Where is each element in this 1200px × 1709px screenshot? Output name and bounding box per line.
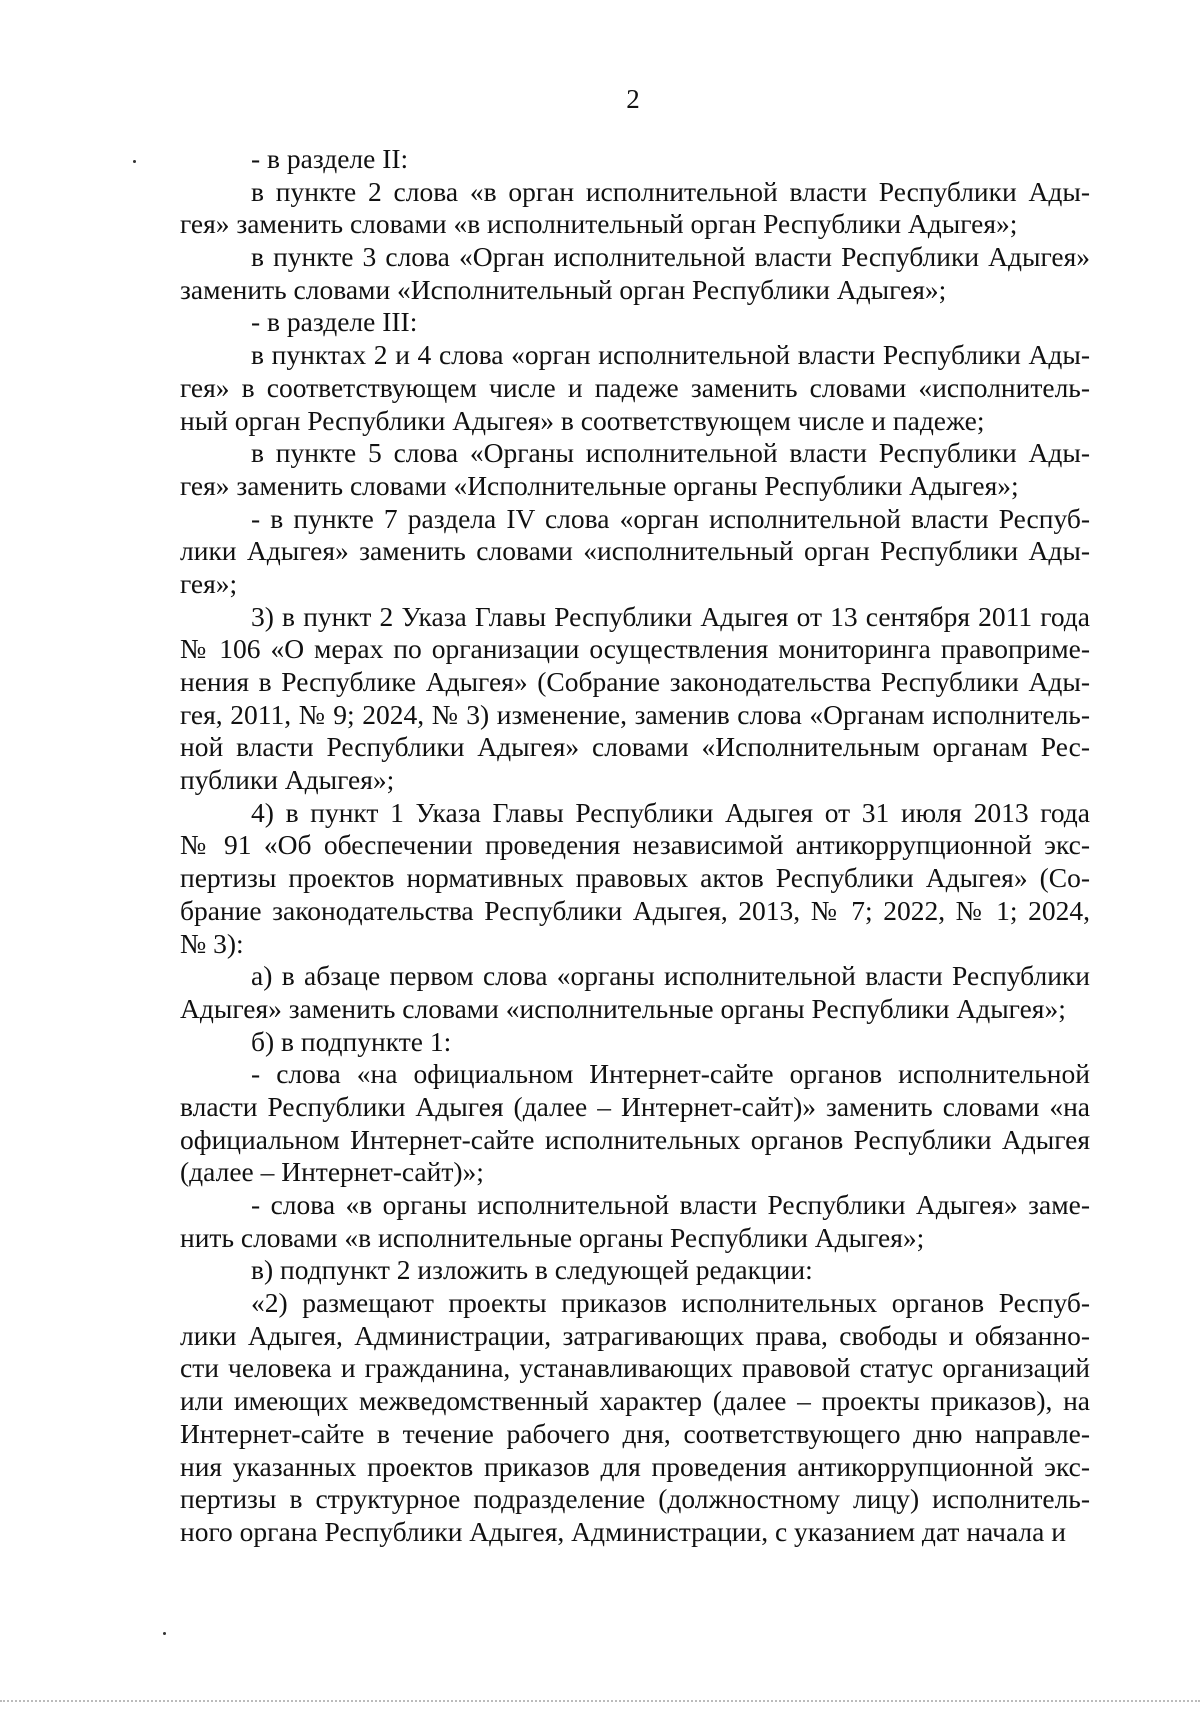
text-line: брание законодательства Республики Адыгея, 2013, № 7; 2022, № 1; 2024, <box>180 894 1090 926</box>
paragraph <box>180 437 1090 502</box>
text-line: лики Адыгея» заменить словами «исполнительный орган Республики Ады- <box>180 535 1090 567</box>
paragraph <box>180 241 1090 306</box>
text-line: ного органа Республики Адыгея, Администрации, с указанием дат начала и <box>180 1515 1066 1547</box>
text-line: № 3): <box>180 927 244 959</box>
text-line: заменить словами «Исполнительный орган Республики Адыгея»; <box>180 273 947 305</box>
text-line: Адыгея» заменить словами «исполнительные органы Республики Адыгея»; <box>180 992 1066 1024</box>
paragraph <box>180 1026 1090 1059</box>
text-line: - в разделе III: <box>251 306 418 338</box>
text-line: в пункте 5 слова «Органы исполнительной власти Республики Ады- <box>251 437 1090 469</box>
text-line: б) в подпункте 1: <box>251 1025 452 1057</box>
text-line: лики Адыгея, Администрации, затрагивающих права, свободы и обязанно- <box>180 1319 1090 1351</box>
text-line: нить словами «в исполнительные органы Республики Адыгея»; <box>180 1221 925 1253</box>
text-line: 4) в пункт 1 Указа Главы Республики Адыгея от 31 июля 2013 года <box>251 796 1090 828</box>
text-line: в пункте 2 слова «в орган исполнительной власти Республики Ады- <box>251 175 1090 207</box>
text-line: № 91 «Об обеспечении проведения независимой антикоррупционной экс- <box>180 829 1090 861</box>
text-line: публики Адыгея»; <box>180 764 395 796</box>
paragraph <box>180 339 1090 437</box>
text-line: гея» в соответствующем числе и падеже заменить словами «исполнитель- <box>180 371 1090 403</box>
paragraph <box>180 176 1090 241</box>
paragraph <box>180 601 1090 797</box>
text-line: - слова «в органы исполнительной власти Республики Адыгея» заме- <box>251 1189 1090 1220</box>
paragraph <box>180 1189 1090 1254</box>
text-line: гея» заменить словами «Исполнительные органы Республики Адыгея»; <box>180 469 1019 501</box>
text-line: в пункте 3 слова «Орган исполнительной власти Республики Адыгея» <box>251 241 1090 273</box>
scan-speck <box>133 160 136 163</box>
scan-speck <box>163 1632 166 1635</box>
text-line: - в разделе II: <box>251 143 409 174</box>
paragraph <box>180 306 1090 339</box>
text-line: в) подпункт 2 изложить в следующей редакции: <box>251 1254 813 1286</box>
text-line: в пунктах 2 и 4 слова «орган исполнительной власти Республики Ады- <box>251 339 1090 371</box>
text-line: а) в абзаце первом слова «органы исполнительной власти Республики <box>251 960 1090 992</box>
text-line: пертизы в структурное подразделение (должностному лицу) исполнитель- <box>180 1483 1090 1515</box>
text-line: - слова «на официальном Интернет-сайте органов исполнительной <box>251 1058 1090 1090</box>
text-line: официальном Интернет-сайте исполнительных органов Республики Адыгея <box>180 1123 1090 1155</box>
text-line: гея»; <box>180 567 238 599</box>
text-line: 3) в пункт 2 Указа Главы Республики Адыгея от 13 сентября 2011 года <box>251 600 1090 632</box>
paragraph <box>180 1058 1090 1189</box>
paragraph <box>180 1287 1090 1549</box>
text-line: гея» заменить словами «в исполнительный орган Республики Адыгея»; <box>180 208 1018 240</box>
text-line: ный орган Республики Адыгея» в соответствующем числе и падеже; <box>180 404 985 436</box>
paragraph <box>180 960 1090 1025</box>
text-line: «2) размещают проекты приказов исполнительных органов Респуб- <box>251 1287 1090 1319</box>
text-line: сти человека и гражданина, устанавливающих правовой статус организаций <box>180 1352 1090 1384</box>
text-line: - в пункте 7 раздела IV слова «орган исполнительной власти Респуб- <box>251 502 1090 534</box>
text-line: власти Республики Адыгея (далее – Интернет-сайт)» заменить словами «на <box>180 1090 1090 1122</box>
paragraph <box>180 1254 1090 1287</box>
page-number: 2 <box>626 84 640 114</box>
paragraph <box>180 143 1090 176</box>
paragraph <box>180 797 1090 960</box>
text-line: ной власти Республики Адыгея» словами «Исполнительным органам Рес- <box>180 731 1090 763</box>
text-line: пертизы проектов нормативных правовых актов Республики Адыгея» (Со- <box>180 862 1090 894</box>
scan-edge-line <box>0 1700 1200 1702</box>
text-line: нения в Республике Адыгея» (Собрание законодательства Республики Ады- <box>180 666 1090 697</box>
text-line: гея, 2011, № 9; 2024, № 3) изменение, заменив слова «Органам исполнитель- <box>180 698 1090 730</box>
document-body <box>180 143 1090 1549</box>
text-line: Интернет-сайте в течение рабочего дня, соответствующего дню направле- <box>180 1417 1090 1449</box>
text-line: ния указанных проектов приказов для проведения антикоррупционной экс- <box>180 1450 1090 1482</box>
text-line: (далее – Интернет-сайт)»; <box>180 1156 484 1188</box>
text-line: или имеющих межведомственный характер (далее – проекты приказов), на <box>180 1385 1090 1417</box>
text-line: № 106 «О мерах по организации осуществления мониторинга правоприме- <box>180 633 1090 665</box>
paragraph <box>180 503 1090 601</box>
